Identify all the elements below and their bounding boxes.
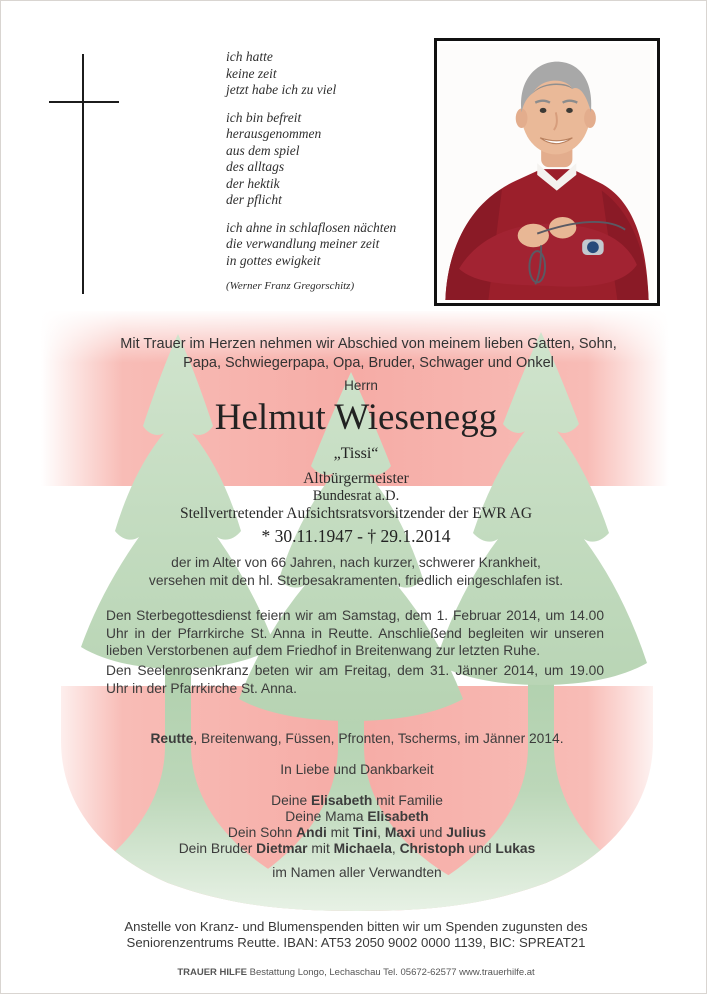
title-altbuergermeister: Altbürgermeister	[303, 470, 409, 487]
poem-line: ich hatte	[226, 49, 273, 64]
love-line: In Liebe und Dankbarkeit	[280, 762, 434, 777]
portrait-photo-mat	[437, 41, 657, 303]
cross-icon	[82, 54, 84, 294]
salutation: Herrn	[344, 378, 378, 393]
service-paragraph: Den Sterbegottesdienst feiern wir am Samstag, dem 1. Februar 2014, um 14.00 Uhr in der Pfarrkirche St. Anna in Reutte. Anschließend begleiten wir unseren lieben Verstorbenen auf dem Friedhof in Breitenwang zur letzten Ruhe.	[106, 608, 604, 658]
deceased-name: Helmut Wiesenegg	[214, 397, 498, 438]
portrait-photo	[434, 38, 660, 306]
rosary-paragraph: Den Seelenrosenkranz beten wir am Freitag, dem 31. Jänner 2014, um 19.00 Uhr in der Pfarrkirche St. Anna.	[106, 663, 604, 696]
cross-icon-bar	[49, 101, 119, 103]
poem-line: ich bin befreit	[226, 109, 302, 125]
death-note-line-2: versehen mit den hl. Sterbesakramenten, friedlich eingeschlafen ist.	[148, 572, 564, 588]
family-line: Dein Bruder Dietmar mit Michaela, Christoph und Lukas	[178, 841, 536, 856]
intro-line-2: Papa, Schwiegerpapa, Opa, Bruder, Schwager und Onkel	[183, 355, 554, 371]
location-date-line: Reutte, Breitenwang, Füssen, Pfronten, Tscherms, im Jänner 2014.	[150, 731, 564, 746]
birth-death-dates: * 30.11.1947 - † 29.1.2014	[261, 526, 451, 546]
family-line: Deine Elisabeth mit Familie	[271, 793, 443, 808]
donation-line-2: Seniorenzentrums Reutte. IBAN: AT53 2050 9002 0000 1139, BIC: SPREAT21	[126, 935, 586, 950]
poem-line: in gottes ewigkeit	[226, 252, 321, 268]
poem-line: aus dem spiel	[226, 142, 300, 158]
relatives-line: im Namen aller Verwandten	[272, 865, 442, 880]
poem-line: ich ahne in schlaflosen nächten	[226, 219, 397, 235]
poem	[226, 49, 436, 295]
poem-line: der pflicht	[226, 192, 282, 207]
poem-line: keine zeit	[226, 65, 277, 81]
poem-line: jetzt habe ich zu viel	[226, 82, 337, 97]
family-line: Dein Sohn Andi mit Tini, Maxi und Julius	[227, 825, 487, 840]
title-bundesrat: Bundesrat a.D.	[312, 488, 400, 504]
intro-text	[71, 335, 666, 373]
nickname: „Tissi“	[333, 445, 379, 462]
intro-line-1: Mit Trauer im Herzen nehmen wir Abschied von meinem lieben Gatten, Sohn,	[120, 336, 617, 352]
poem-attribution: (Werner Franz Gregorschitz)	[226, 280, 355, 292]
poem-line: die verwandlung meiner zeit	[226, 236, 380, 251]
donation-line-1: Anstelle von Kranz- und Blumenspenden bitten wir um Spenden zugunsten des	[124, 919, 588, 934]
poem-line: der hektik	[226, 175, 280, 191]
family-line: Deine Mama Elisabeth	[285, 809, 429, 824]
poem-line: des alltags	[226, 159, 285, 174]
death-note	[1, 554, 707, 589]
title-aufsichtsrat: Stellvertretender Aufsichtsratsvorsitzender der EWR AG	[179, 505, 533, 522]
poem-line: herausgenommen	[226, 126, 322, 141]
portrait-illustration	[440, 44, 654, 300]
donation-note	[1, 919, 707, 951]
family-list	[1, 793, 707, 857]
funeral-home-footer: TRAUER HILFE Bestattung Longo, Lechaschau Tel. 05672-62577 www.trauerhilfe.at	[177, 967, 535, 978]
death-note-line-1: der im Alter von 66 Jahren, nach kurzer, schwerer Krankheit,	[171, 555, 541, 570]
